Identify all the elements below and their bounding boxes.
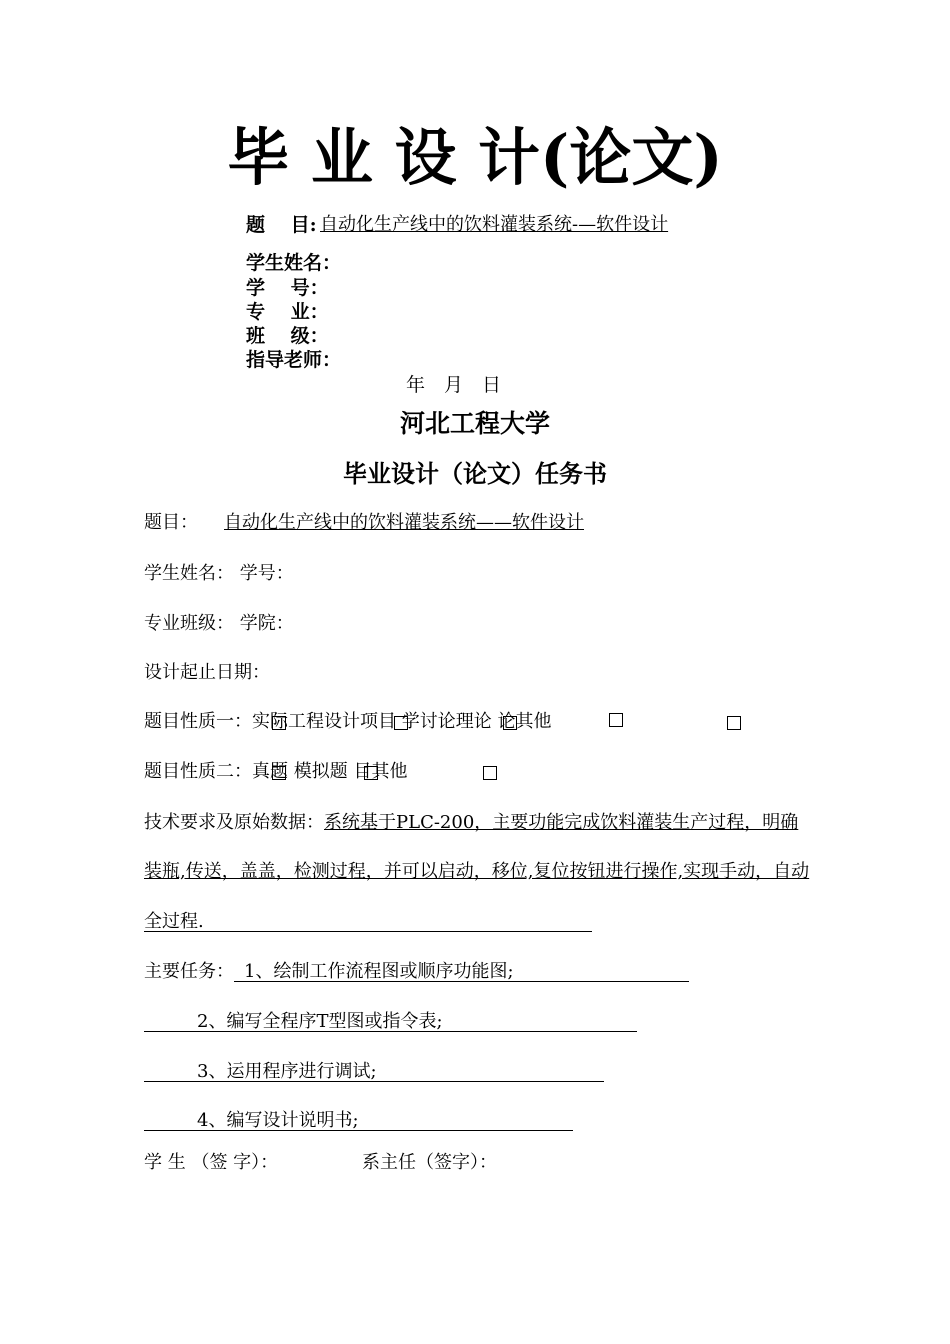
task-tech-line1: [144, 811, 798, 835]
cover-main-title: 毕 业 设 计(论文): [227, 121, 723, 194]
checkbox-engineering[interactable]: [394, 716, 408, 730]
task-topic-label: 题目：: [144, 512, 198, 533]
task-item-4: 4、编写设计说明书;: [197, 1110, 359, 1131]
task-topic-value: 自动化生产线中的饮料灌装系统——软件设计: [224, 512, 584, 533]
tech-underline: [144, 931, 592, 932]
checkbox-other2[interactable]: [727, 716, 741, 730]
student-signature-label: 学 生 （签 字）：: [144, 1152, 279, 1173]
task3-underline: [144, 1081, 604, 1082]
task-date-line: 设计起止日期：: [144, 662, 270, 683]
task-topic-line: [144, 511, 584, 535]
taskbook-title: 毕业设计（论文）任务书: [343, 459, 607, 488]
checkbox-other3[interactable]: [483, 766, 497, 780]
task-nature1-label: 题目性质一：: [144, 711, 252, 732]
task-tech-label: 技术要求及原始数据：: [144, 812, 324, 833]
cover-major-label: 专 业：: [246, 301, 329, 323]
task-nature2-label: 题目性质二：: [144, 761, 252, 782]
checkbox-theory[interactable]: [503, 716, 517, 730]
task-nature1-line: [144, 710, 551, 734]
task-student-line: 学生姓名： 学号：: [144, 563, 294, 584]
task-item-1: 1、绘制工作流程图或顺序功能图;: [244, 961, 514, 982]
task-nature1-options: 实际工程设计项目 学讨论理论 论其他: [252, 711, 552, 732]
checkbox-actual[interactable]: [272, 716, 286, 730]
task1-underline: [234, 981, 689, 982]
task-tech-text3: 全过程.: [144, 911, 204, 932]
task-tech-text2: 装瓶,传送，盖盖，检测过程，并可以启动，移位,复位按钮进行操作,实现手动，自动: [144, 861, 810, 882]
cover-topic-label: 题 目:: [246, 214, 317, 236]
dept-head-signature-label: 系主任（签字）：: [362, 1152, 497, 1173]
task-nature2-options: 真题 模拟题 目其他: [252, 761, 408, 782]
cover-class-label: 班 级：: [246, 325, 329, 347]
cover-student-name-label: 学生姓名：: [246, 252, 342, 274]
checkbox-real[interactable]: [272, 766, 286, 780]
university-name: 河北工程大学: [399, 409, 550, 438]
task-item-3: 3、运用程序进行调试;: [197, 1061, 377, 1082]
task-item-2: 2、编写全程序T型图或指令表;: [197, 1011, 443, 1032]
checkbox-simulated[interactable]: [364, 766, 378, 780]
task-major-line: 专业班级： 学院：: [144, 613, 294, 634]
cover-topic-value: 自动化生产线中的饮料灌装系统-—软件设计: [320, 214, 669, 235]
task-main-label: 主要任务：: [144, 961, 234, 982]
cover-advisor-label: 指导老师：: [246, 349, 342, 371]
task-tech-text1: 系统基于PLC-200，主要功能完成饮料灌装生产过程，明确: [324, 812, 799, 833]
task4-underline: [144, 1130, 573, 1131]
cover-student-id-label: 学 号：: [246, 277, 329, 299]
checkbox-other1[interactable]: [609, 713, 623, 727]
task2-underline: [144, 1031, 637, 1032]
cover-date-line: 年 月 日: [406, 374, 502, 396]
